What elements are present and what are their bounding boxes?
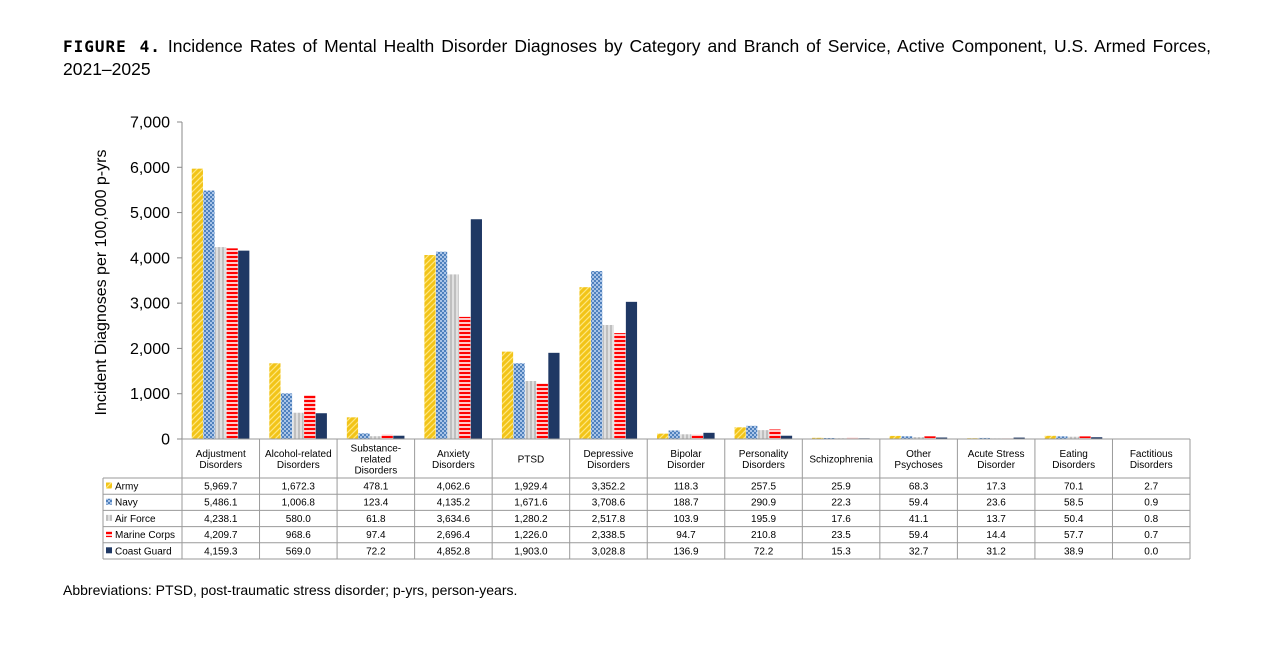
data-label: 38.9 [1063,546,1084,558]
data-label: 0.0 [1144,546,1159,558]
bar [548,353,559,439]
bar [680,434,691,439]
category-label: PTSD [517,454,545,466]
bar [703,433,714,439]
bar [537,383,548,439]
y-tick-label: 5,000 [129,205,170,223]
data-label: 94.7 [676,530,696,542]
data-label: 4,209.7 [204,530,238,542]
legend-label: Coast Guard [115,546,172,558]
bar [626,302,637,439]
legend-key [106,531,112,537]
data-label: 23.5 [831,530,851,542]
legend-label: Navy [115,497,138,509]
bar [358,433,369,439]
y-tick-label: 3,000 [129,295,170,313]
y-tick-label: 6,000 [129,159,170,177]
bar [281,393,292,439]
bar [347,417,358,439]
data-label: 57.7 [1063,530,1084,542]
data-label: 4,238.1 [204,513,238,525]
data-label: 59.4 [908,530,929,542]
bar [316,413,327,439]
data-label: 478.1 [363,481,389,493]
data-label: 61.8 [366,513,386,525]
data-label: 4,135.2 [436,497,471,509]
data-label: 3,352.2 [591,481,626,493]
data-label: 968.6 [285,530,311,542]
legend-key [106,499,112,505]
data-label: 23.6 [986,497,1006,509]
legend-key [106,547,112,553]
data-label: 59.4 [908,497,929,509]
legend-label: Army [115,481,139,493]
bar [436,252,447,439]
bar [692,435,703,439]
data-label: 2,338.5 [591,530,626,542]
category-label: Other Psychoses [894,449,943,471]
y-tick-label: 0 [161,431,170,449]
bar [215,247,226,439]
data-label: 569.0 [285,546,311,558]
data-label: 70.1 [1063,481,1084,493]
data-label: 50.4 [1063,513,1084,525]
data-label: 4,062.6 [436,481,471,493]
category-label: Anxiety Disorders [431,449,475,471]
data-label: 3,028.8 [591,546,626,558]
bar [591,271,602,439]
data-label: 290.9 [751,497,777,509]
category-label: Acute Stress Disorder [967,449,1025,471]
data-label: 257.5 [751,481,777,493]
bar [525,381,536,439]
data-label: 14.4 [986,530,1006,542]
data-label: 15.3 [831,546,851,558]
bar [448,274,459,439]
category-label: Alcohol-related Disorders [264,449,332,471]
data-label: 17.6 [831,513,851,525]
data-label: 580.0 [285,513,311,525]
bar [293,413,304,439]
data-label: 0.7 [1144,530,1159,542]
data-label: 118.3 [673,481,699,493]
legend-label: Air Force [115,513,156,525]
data-label: 72.2 [366,546,386,558]
bar [502,352,513,439]
category-label: Adjustment Disorders [195,449,246,471]
bar [735,427,746,439]
y-tick-label: 1,000 [129,386,170,404]
bar [746,426,757,439]
bar [471,219,482,439]
y-tick-label: 7,000 [129,114,170,132]
data-label: 136.9 [673,546,699,558]
data-label: 22.3 [831,497,851,509]
data-label: 188.7 [673,497,699,509]
data-label: 41.1 [908,513,929,525]
data-label: 123.4 [363,497,389,509]
category-label: Factitious Disorders [1129,449,1173,471]
data-label: 72.2 [753,546,774,558]
bar [304,395,315,439]
bar [769,429,780,439]
bar [424,255,435,439]
y-tick-label: 2,000 [129,340,170,358]
data-label: 195.9 [751,513,777,525]
category-label: Bipolar Disorder [667,449,705,471]
category-label: Personality Disorders [738,449,789,471]
bar [459,317,470,439]
bar [603,325,614,439]
bar [579,287,590,439]
legend-key [106,483,112,489]
data-label: 1,929.4 [514,481,548,493]
bar [227,248,238,439]
data-label: 0.8 [1144,513,1159,525]
bar [238,251,249,439]
data-label: 0.9 [1144,497,1159,509]
footnote: Abbreviations: PTSD, post-traumatic stress disorder; p-yrs, person-years. [63,582,518,598]
data-label: 31.2 [986,546,1006,558]
data-label: 1,006.8 [281,497,315,509]
bar [669,430,680,439]
bar [514,363,525,439]
bar [758,430,769,439]
data-label: 97.4 [366,530,386,542]
data-label: 1,903.0 [514,546,548,558]
data-label: 17.3 [986,481,1006,493]
data-label: 2,517.8 [591,513,626,525]
legend-key [106,515,112,521]
data-label: 4,852.8 [436,546,471,558]
data-label: 5,969.7 [204,481,238,493]
data-label: 1,226.0 [514,530,548,542]
bar [657,434,668,439]
bar [614,333,625,439]
category-label: Schizophrenia [809,454,873,466]
figure-label: FIGURE 4. [63,37,161,56]
data-label: 3,708.6 [591,497,626,509]
data-label: 1,280.2 [514,513,548,525]
figure-title: Incidence Rates of Mental Health Disorder Diagnoses by Category and Branch of Service, Active Component, U.S. Armed Forces, 2021–2025 [63,36,1211,79]
data-label: 2,696.4 [436,530,471,542]
data-label: 210.8 [751,530,777,542]
category-label: Depressive Disorders [583,449,634,471]
data-label: 2.7 [1144,481,1159,493]
data-label: 5,486.1 [204,497,238,509]
category-label: Eating Disorders [1052,449,1096,471]
category-label: Substance-related Disorders [350,443,402,477]
data-label: 103.9 [673,513,699,525]
data-label: 25.9 [831,481,851,493]
data-label: 13.7 [986,513,1006,525]
bar [192,169,203,439]
bar [382,435,393,439]
data-label: 68.3 [908,481,929,493]
data-label: 1,672.3 [281,481,315,493]
y-tick-label: 4,000 [129,250,170,268]
data-label: 1,671.6 [514,497,548,509]
bar [203,191,214,439]
legend-label: Marine Corps [115,530,176,542]
y-axis-label: Incident Diagnoses per 100,000 p-yrs [93,149,110,416]
data-label: 3,634.6 [436,513,471,525]
data-label: 4,159.3 [204,546,238,558]
bar [269,363,280,439]
data-label: 32.7 [908,546,929,558]
data-label: 58.5 [1063,497,1084,509]
